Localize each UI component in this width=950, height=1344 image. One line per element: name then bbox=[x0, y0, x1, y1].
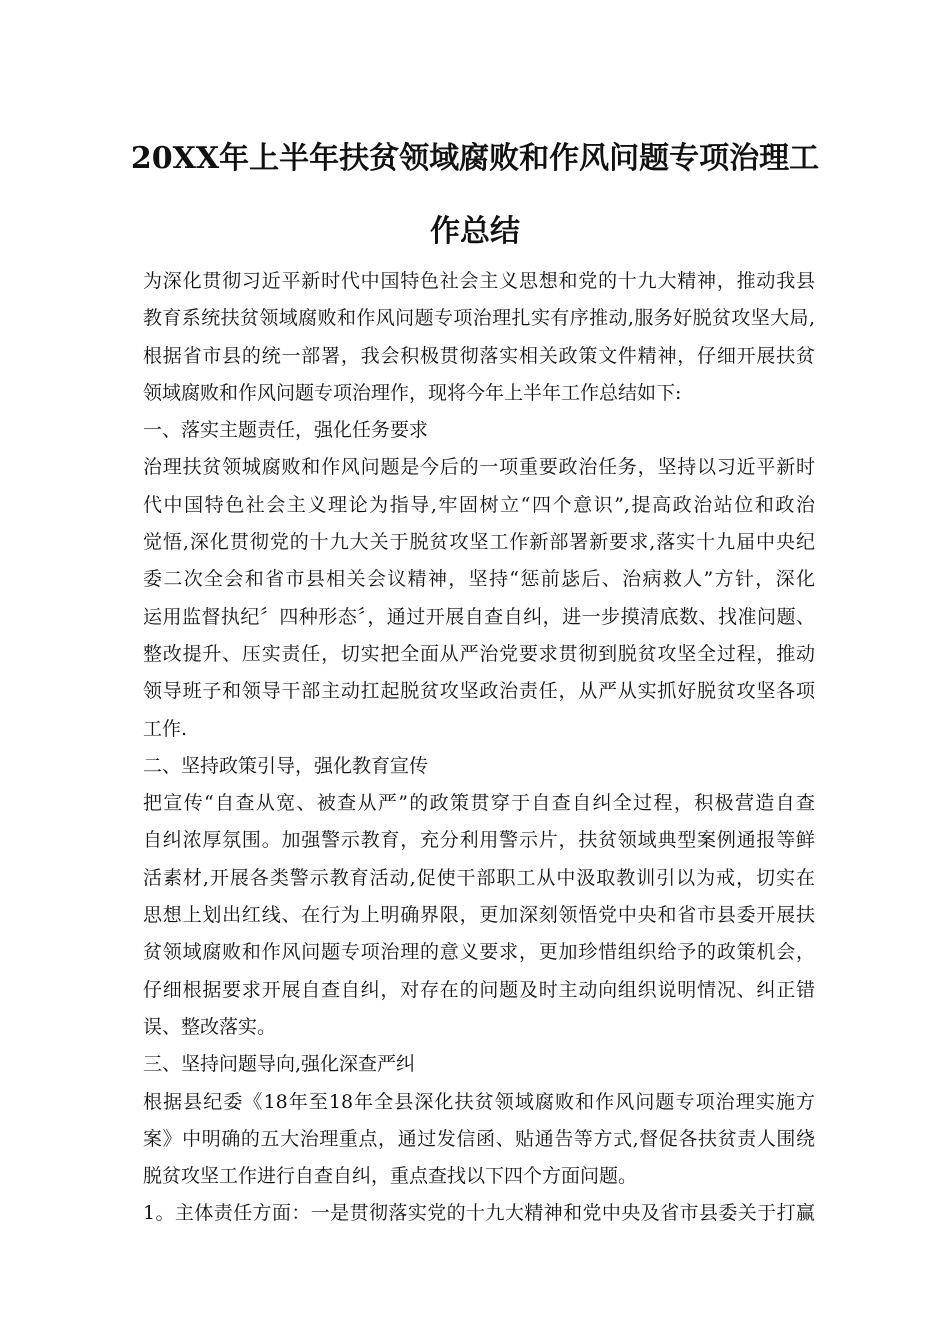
body-line: 为深化贯彻习近平新时代中国特色社会主义思想和党的十九大精神，推动我县 bbox=[143, 270, 815, 292]
body-line: 一、落实主题责任，强化任务要求 bbox=[143, 419, 429, 442]
document-body bbox=[143, 263, 815, 1233]
body-line: 自纠浓厚氛围。加强警示教育，充分利用警示片，扶贫领域典型案例通报等鲜 bbox=[143, 829, 815, 852]
body-line: 委二次全会和省市县相关会议精神，坚持“惩前毖后、治病救人”方针，深化 bbox=[143, 568, 815, 591]
body-line: 代中国特色社会主义理论为指导,牢固树立“四个意识”,提高政治站位和政治 bbox=[143, 493, 815, 516]
body-line: 误、整改落实。 bbox=[143, 1015, 277, 1038]
body-line: 1。主体责任方面：一是贯彻落实党的十九大精神和党中央及省市县委关于打赢 bbox=[143, 1202, 815, 1225]
body-line: 贫领域腐败和作风问题专项治理的意义要求，更加珍惜组织给予的政策机会， bbox=[143, 941, 815, 964]
body-line: 领导班子和领导干部主动扛起脱贫攻坚政治责任，从严从实抓好脱贫攻坚各项 bbox=[143, 680, 815, 703]
body-line: 案》中明确的五大治理重点，通过发信函、贴通告等方式,督促各扶贫责人围绕 bbox=[143, 1127, 815, 1150]
body-line: 治理扶贫领城腐败和作风问题是今后的一项重要政治任务，坚持以习近平新时 bbox=[143, 456, 815, 479]
document-title-line-2: 作总结 bbox=[430, 214, 520, 249]
body-line: 仔细根据要求开展自查自纠，对存在的问题及时主动向组织说明情况、纠正错 bbox=[143, 978, 815, 1001]
body-line: 思想上划出红线、在行为上明确界限，更加深刻领悟党中央和省市县委开展扶 bbox=[143, 904, 815, 927]
body-line: 整改提升、压实责任，切实把全面从严治党要求贯彻到脱贫攻坚全过程，推动 bbox=[143, 642, 815, 665]
body-line: 觉悟,深化贯彻党的十九大关于脱贫攻坚工作新部署新要求,落实十九届中央纪 bbox=[143, 531, 815, 554]
body-line: 运用监督执纪〞四种形态〞，通过开展自查自纠，进一步摸清底数、找准问题、 bbox=[143, 605, 815, 628]
body-line: 三、坚持问题导向,强化深查严纠 bbox=[143, 1053, 416, 1076]
body-line: 活素材,开展各类警示教育活动,促使干部职工从中汲取教训引以为戒，切实在 bbox=[143, 866, 815, 889]
body-line: 根据县纪委《18年至18年全县深化扶贫领域腐败和作风问题专项治理实施方 bbox=[143, 1090, 815, 1113]
body-line: 把宣传“自查从宽、被查从严”的政策贯穿于自查自纠全过程，积极营造自查 bbox=[143, 792, 815, 815]
document-title-line-1: 20XX年上半年扶贫领域腐败和作风问题专项治理工 bbox=[130, 141, 820, 176]
body-line: 根据省市县的统一部署，我会积极贯彻落实相关政策文件精神，仔细开展扶贫 bbox=[143, 344, 815, 367]
body-line: 二、坚持政策引导，强化教育宣传 bbox=[143, 754, 429, 777]
body-line: 教育系统扶贫领域腐败和作风问题专项治理扎实有序推动,服务好脱贫攻坚大局, bbox=[143, 307, 815, 330]
body-line: 工作. bbox=[143, 717, 188, 740]
body-line: 脱贫攻坚工作进行自查自纠，重点查找以下四个方面问题。 bbox=[143, 1165, 638, 1188]
body-line: 领域腐败和作风问题专项治理作，现将今年上半年工作总结如下: bbox=[143, 381, 682, 404]
